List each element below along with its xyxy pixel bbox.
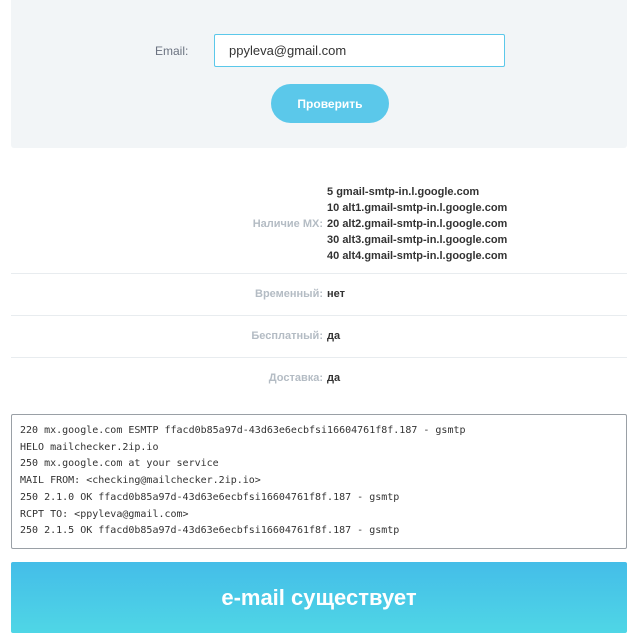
mx-row	[11, 176, 627, 274]
mx-record	[327, 232, 507, 248]
smtp-log[interactable]	[11, 414, 627, 549]
log-line: RCPT TO: <ppyleva@gmail.com>	[20, 508, 189, 520]
result-banner: e-mail существует	[11, 562, 627, 633]
check-button[interactable]: Проверить	[271, 84, 389, 123]
log-line: 250 2.1.5 OK ffacd0b85a97d-43d63e6ecbfsi16604761f8f.187 - gsmtp	[20, 525, 400, 537]
temporary-row	[11, 274, 627, 316]
mx-label: Наличие MX:	[252, 218, 323, 230]
log-line: 220 mx.google.com ESMTP ffacd0b85a97d-43d63e6ecbfsi16604761f8f.187 - gsmtp	[20, 425, 466, 436]
mx-records-list	[327, 184, 507, 264]
mx-host: alt2.gmail-smtp-in.l.google.com	[342, 218, 508, 230]
mx-priority: 40	[327, 250, 340, 262]
log-line: 250 mx.google.com at your service	[20, 458, 219, 470]
mx-host: alt4.gmail-smtp-in.l.google.com	[342, 250, 508, 262]
mx-host: alt3.gmail-smtp-in.l.google.com	[342, 234, 508, 246]
delivery-label: Доставка:	[268, 372, 323, 384]
mx-host: gmail-smtp-in.l.google.com	[336, 186, 480, 198]
log-line: 250 2.1.0 OK ffacd0b85a97d-43d63e6ecbfsi16604761f8f.187 - gsmtp	[20, 491, 400, 503]
email-check-form	[11, 0, 627, 148]
mx-host: alt1.gmail-smtp-in.l.google.com	[342, 202, 508, 214]
log-line: MAIL FROM: <checking@mailchecker.2ip.io>	[20, 475, 261, 487]
log-line: HELO mailchecker.2ip.io	[20, 441, 159, 453]
free-value: да	[327, 330, 341, 342]
mx-priority: 20	[327, 218, 340, 230]
temporary-value: нет	[327, 288, 346, 300]
free-row	[11, 316, 627, 358]
mx-record	[327, 200, 507, 216]
free-label: Бесплатный:	[251, 330, 323, 342]
results-table	[11, 176, 627, 399]
mx-record	[327, 216, 507, 232]
mx-priority: 5	[327, 186, 334, 198]
temporary-label: Временный:	[255, 288, 323, 300]
email-input[interactable]	[214, 34, 505, 67]
email-label: Email:	[155, 44, 189, 58]
delivery-value: да	[327, 372, 341, 384]
delivery-row	[11, 358, 627, 399]
mx-priority: 30	[327, 234, 340, 246]
mx-record	[327, 184, 507, 200]
mx-priority: 10	[327, 202, 340, 214]
mx-record	[327, 248, 507, 264]
